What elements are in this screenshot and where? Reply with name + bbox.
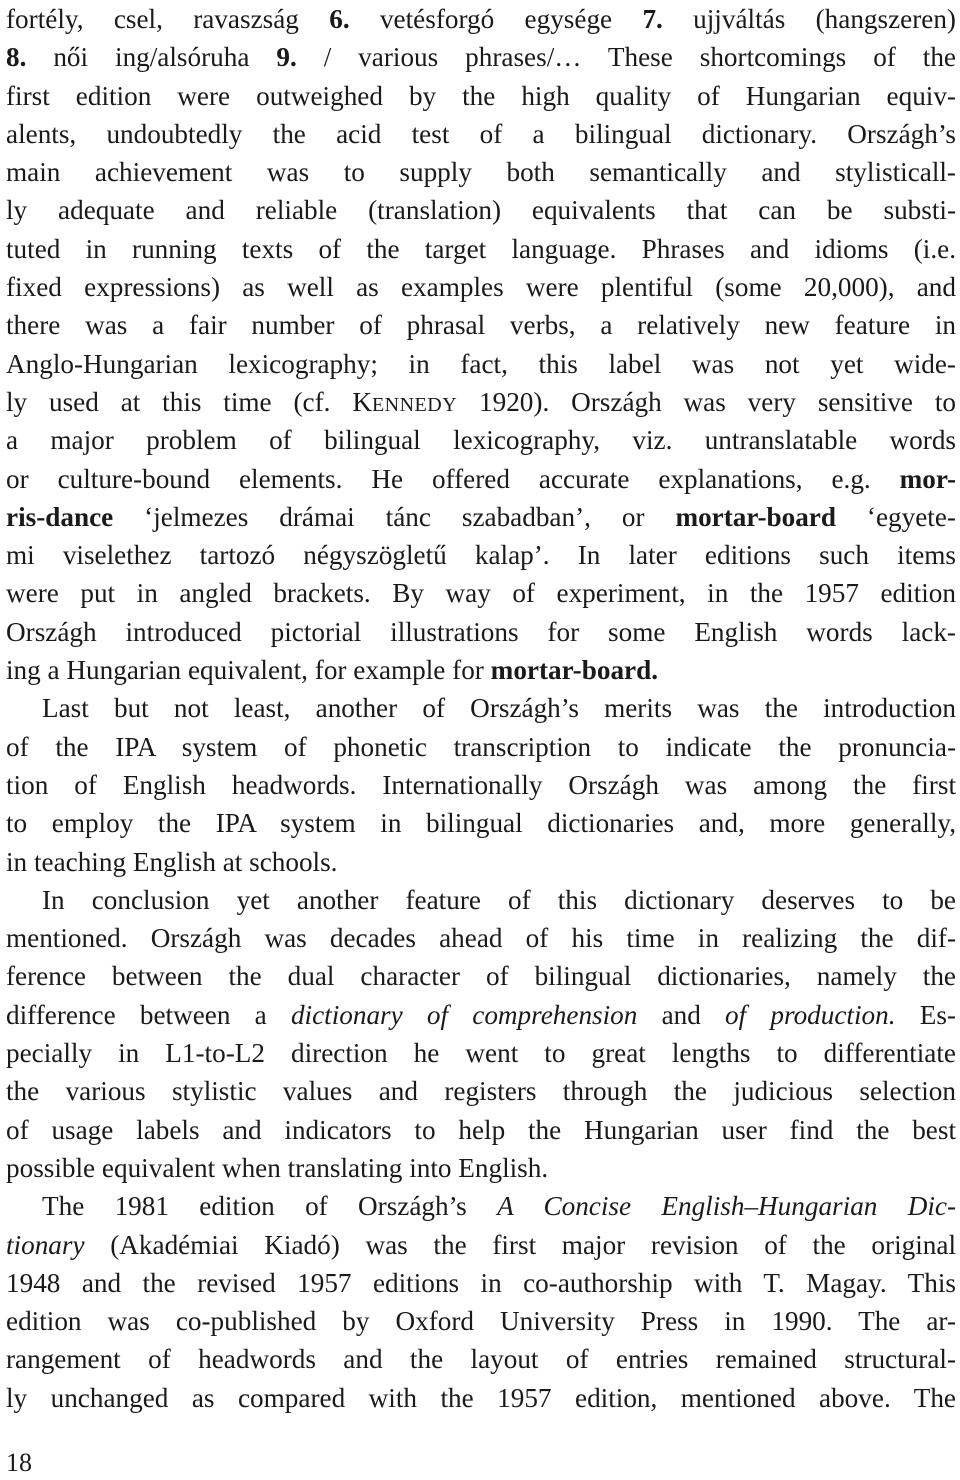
- text-line: [6, 230, 956, 268]
- text-line: [6, 1302, 956, 1340]
- text-segment: Anglo-Hungarian lexicography; in fact, this label was not yet wide-: [6, 348, 956, 379]
- text-segment: Es-: [895, 999, 956, 1030]
- bold-text: 8.: [6, 42, 27, 73]
- text-line: [6, 306, 956, 344]
- text-line: [6, 536, 956, 574]
- text-line: [6, 383, 956, 421]
- text-segment: mi viselethez tartozó négyszögletű kalap’. In later editions such items: [6, 540, 956, 571]
- text-line: [6, 0, 956, 38]
- text-line: [6, 498, 956, 536]
- text-segment: and: [637, 999, 726, 1030]
- text-segment: ference between the dual character of bilingual dictionaries, namely the: [6, 961, 956, 992]
- bold-text: 9.: [276, 42, 297, 73]
- bold-text: 6.: [329, 4, 350, 34]
- bold-text: ris-dance: [6, 501, 114, 532]
- text-segment: fixed expressions) as well as examples were plentiful (some 20,000), and: [6, 272, 956, 303]
- text-line: [6, 651, 956, 689]
- text-line: [6, 689, 956, 727]
- text-line: [6, 268, 956, 306]
- text-line: [6, 1226, 956, 1264]
- text-line: [6, 38, 956, 76]
- document-page: [6, 0, 956, 1417]
- bold-text: mor-: [899, 463, 956, 494]
- text-line: [6, 1111, 956, 1149]
- text-segment: fortély, csel, ravaszság: [6, 4, 330, 34]
- text-segment: 1948 and the revised 1957 editions in co-authorship with T. Magay. This: [6, 1267, 956, 1298]
- text-line: [6, 843, 956, 881]
- bold-text: mortar-board.: [490, 655, 659, 686]
- text-segment: a major problem of bilingual lexicography, viz. untranslatable words: [6, 425, 956, 456]
- text-segment: 1920). Országh was very sensitive to: [457, 386, 956, 417]
- text-segment: possible equivalent when translating into English.: [6, 1152, 549, 1183]
- bold-text: 7.: [642, 4, 663, 34]
- text-segment: ‘jelmezes drámai tánc szabadban’, or: [113, 501, 676, 532]
- text-line: [6, 77, 956, 115]
- italic-text: of production.: [725, 999, 896, 1030]
- text-segment: Országh introduced pictorial illustrations for some English words lack-: [6, 616, 956, 647]
- text-segment: first edition were outweighed by the high quality of Hungarian equiv-: [6, 80, 956, 111]
- text-segment: were put in angled brackets. By way of experiment, in the 1957 edition: [6, 578, 956, 609]
- text-segment: or culture-bound elements. He offered accurate explanations, e.g.: [6, 463, 900, 494]
- text-segment: edition was co-published by Oxford University Press in 1990. The ar-: [6, 1306, 956, 1337]
- body-text: [6, 0, 956, 1417]
- text-line: [6, 345, 956, 383]
- text-line: [6, 574, 956, 612]
- text-line: [6, 1034, 956, 1072]
- text-line: [6, 957, 956, 995]
- text-segment: ‘egyete-: [836, 501, 956, 532]
- text-segment: of the IPA system of phonetic transcription to indicate the pronuncia-: [6, 731, 956, 762]
- text-line: [6, 1149, 956, 1187]
- text-segment: ing a Hungarian equivalent, for example for: [6, 655, 491, 686]
- text-segment: mentioned. Országh was decades ahead of his time in realizing the dif-: [6, 923, 956, 954]
- text-line: [6, 766, 956, 804]
- text-segment: / various phrases/… These shortcomings of the: [296, 42, 956, 73]
- text-segment: the various stylistic values and registers through the judicious selection: [6, 1076, 956, 1107]
- text-line: [6, 1072, 956, 1110]
- text-segment: rangement of headwords and the layout of entries remained structural-: [6, 1344, 956, 1375]
- italic-text: dictionary of comprehension: [290, 999, 638, 1030]
- text-line: [6, 1340, 956, 1378]
- text-line: [6, 613, 956, 651]
- text-segment: K: [352, 386, 372, 417]
- text-segment: In conclusion yet another feature of this dictionary deserves to be: [42, 884, 956, 915]
- text-segment: in teaching English at schools.: [6, 846, 338, 877]
- text-line: [6, 881, 956, 919]
- text-segment: ly used at this time (cf.: [6, 386, 353, 417]
- text-line: [6, 191, 956, 229]
- text-segment: tion of English headwords. Internationally Országh was among the first: [6, 769, 956, 800]
- text-segment: to employ the IPA system in bilingual dictionaries and, more generally,: [6, 808, 956, 839]
- text-line: [6, 996, 956, 1034]
- text-segment: main achievement was to supply both semantically and stylisticall-: [6, 157, 956, 188]
- bold-text: mortar-board: [675, 501, 836, 532]
- text-segment: there was a fair number of phrasal verbs, a relatively new feature in: [6, 310, 956, 341]
- text-line: [6, 153, 956, 191]
- text-line: [6, 728, 956, 766]
- text-segment: női ing/alsóruha: [26, 42, 277, 73]
- text-segment: tuted in running texts of the target language. Phrases and idioms (i.e.: [6, 233, 956, 264]
- text-line: [6, 460, 956, 498]
- text-segment: ENNEDY: [371, 393, 458, 416]
- text-line: [6, 804, 956, 842]
- text-line: [6, 115, 956, 153]
- text-segment: alents, undoubtedly the acid test of a bilingual dictionary. Országh’s: [6, 118, 956, 149]
- text-line: [6, 1379, 956, 1417]
- text-segment: The 1981 edition of Országh’s: [42, 1191, 498, 1222]
- page-number: 18: [6, 1448, 32, 1477]
- text-segment: vetésforgó egysége: [349, 4, 643, 34]
- text-line: [6, 1187, 956, 1225]
- text-line: [6, 1264, 956, 1302]
- text-segment: ly unchanged as compared with the 1957 edition, mentioned above. The: [6, 1382, 956, 1413]
- text-segment: difference between a: [6, 999, 291, 1030]
- text-segment: ujjváltás (hangszeren): [662, 4, 956, 34]
- italic-text: tionary: [6, 1229, 85, 1260]
- text-segment: pecially in L1-to-L2 direction he went to great lengths to differentiate: [6, 1038, 956, 1069]
- italic-text: A Concise English–Hungarian Dic-: [497, 1191, 956, 1222]
- text-segment: (Akadémiai Kiadó) was the first major revision of the original: [84, 1229, 956, 1260]
- text-line: [6, 919, 956, 957]
- text-segment: of usage labels and indicators to help the Hungarian user find the best: [6, 1114, 956, 1145]
- text-line: [6, 421, 956, 459]
- text-segment: ly adequate and reliable (translation) equivalents that can be substi-: [6, 195, 956, 226]
- text-segment: Last but not least, another of Országh’s merits was the introduction: [42, 693, 956, 724]
